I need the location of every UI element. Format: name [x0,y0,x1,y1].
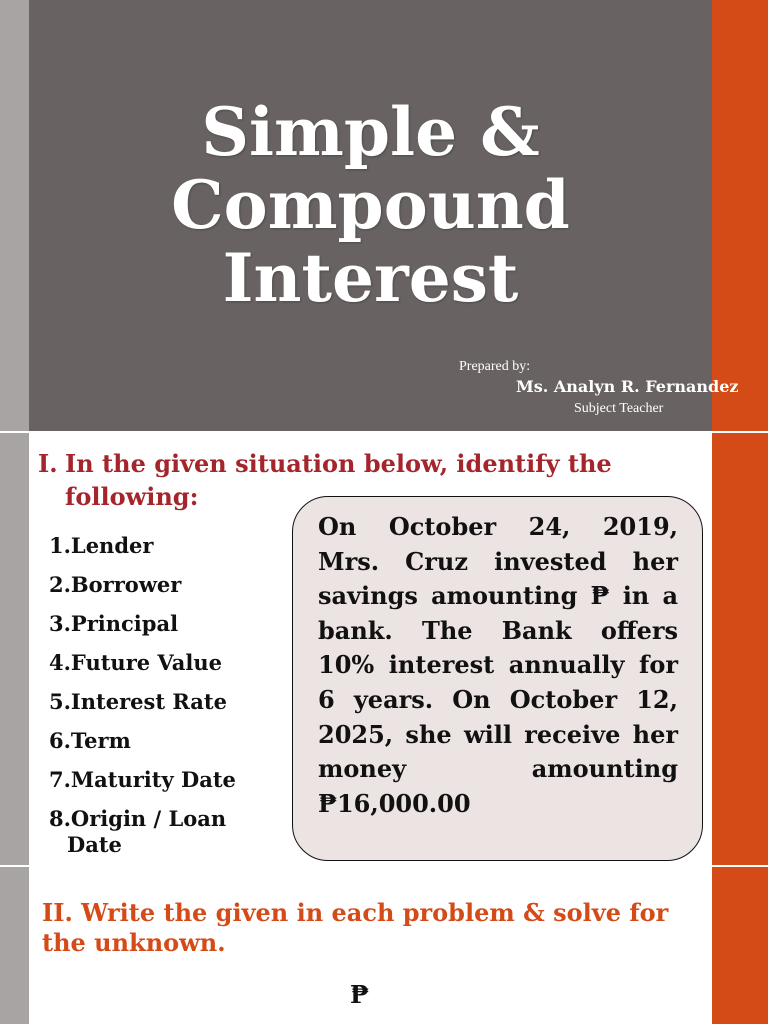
right-accent-bar [712,433,768,865]
title-line-3: Interest [222,239,519,317]
prepared-by-label: Prepared by: [459,359,531,374]
list-item-line-1: 8.Origin / Loan [49,806,227,831]
situation-text: On October 24, 2019, Mrs. Cruz invested her savings amounting ₱ in a bank. The Bank offers 10% interest annually for 6 years. On October 12, 2025, she will receive her money amounting ₱16,000.00 [318,512,678,818]
list-item: 6.Term [49,728,131,753]
left-accent-bar [0,0,29,431]
slide-title [29,93,712,317]
list-item: 2.Borrower [49,572,182,597]
list-item-line-2: Date [67,832,122,857]
title-slide [0,0,768,431]
left-accent-bar [0,867,29,1024]
question-text: In the given situation below, identify the following: [65,449,612,511]
right-accent-bar [712,867,768,1024]
identify-list [49,533,236,857]
list-item [49,806,236,857]
list-item: 1.Lender [49,533,154,558]
problem-slide [0,867,768,1024]
identify-slide [0,433,768,865]
author-role: Subject Teacher [574,401,664,416]
author-name: Ms. Analyn R. Fernandez [516,377,739,396]
list-item: 5.Interest Rate [49,689,227,714]
right-accent-bar [712,0,768,431]
list-item: 3.Principal [49,611,179,636]
question-number: I. [38,449,58,478]
list-item: 4.Future Value [49,650,223,675]
peso-sign: ₱ [350,980,369,1009]
left-accent-bar [0,433,29,865]
situation-box [292,496,703,861]
list-item: 7.Maturity Date [49,767,236,792]
question-two: II. Write the given in each problem & solve for the unknown. [42,898,669,957]
title-line-1: Simple & [201,93,540,171]
title-line-2: Compound [171,166,570,244]
